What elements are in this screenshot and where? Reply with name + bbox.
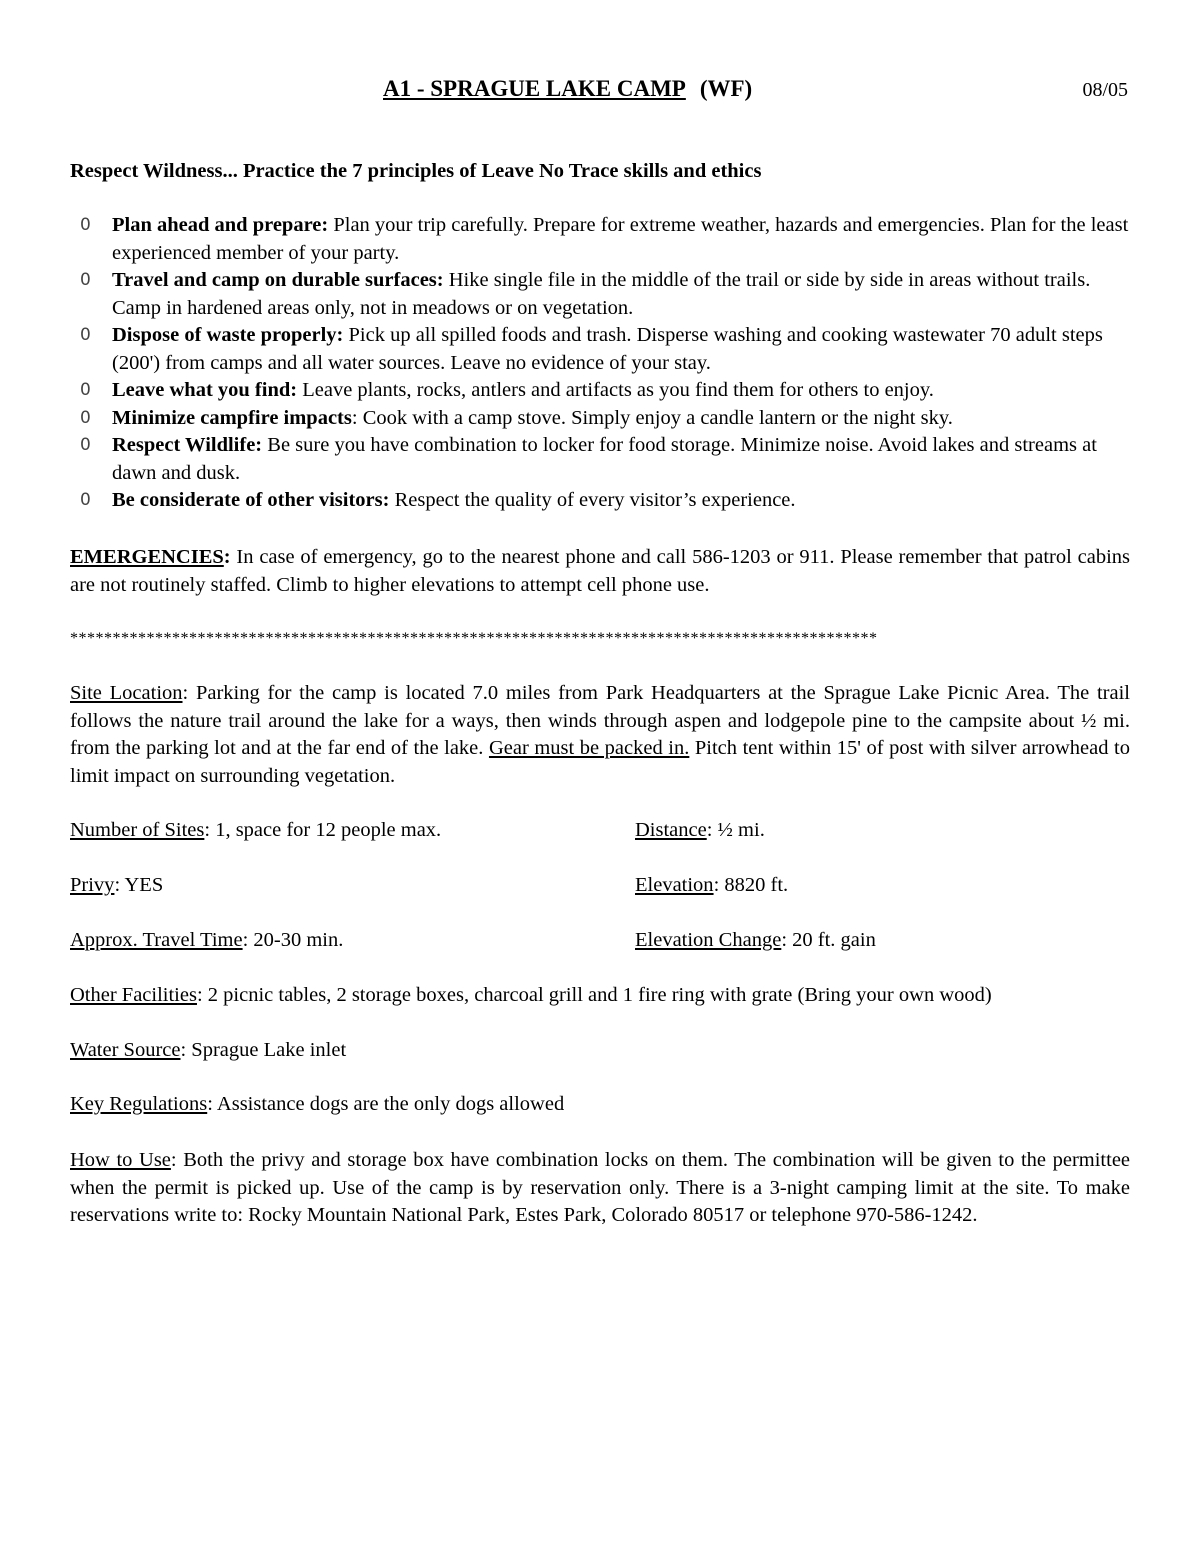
key-regulations <box>70 1091 1130 1119</box>
list-item <box>70 267 1130 322</box>
elevation-value: : 8820 ft. <box>713 874 789 896</box>
facts-row-2 <box>70 872 1130 900</box>
water-source-text: : Sprague Lake inlet <box>180 1039 347 1061</box>
title-text: A1 - SPRAGUE LAKE CAMP <box>383 76 686 101</box>
emergencies-colon: : <box>223 546 231 568</box>
principle-head: Plan ahead and prepare: <box>112 214 329 236</box>
principle-text: Hike single file in the middle of the trail or side by side in areas without trails. Camp in hardened areas only, not in meadows or on vegetation. <box>112 269 1091 319</box>
travel-time <box>70 927 343 955</box>
intro-heading: Respect Wildness... Practice the 7 principles of Leave No Trace skills and ethics <box>70 160 762 182</box>
facts-row-3 <box>70 927 1130 955</box>
water-source-label: Water Source <box>70 1039 181 1061</box>
principle-head: Minimize campfire impacts <box>112 406 352 429</box>
distance-label: Distance <box>635 819 707 841</box>
sites-label: Number of Sites <box>70 819 205 841</box>
list-item <box>70 487 1130 515</box>
emergencies-text: In case of emergency, go to the nearest phone and call 586-1203 or 911. Please remember that patrol cabins are not routinely staffed. Climb to higher elevations to attempt cell phone use. <box>70 546 1130 596</box>
bullet-icon: 0 <box>80 380 91 400</box>
elev-change-label: Elevation Change <box>635 929 782 951</box>
how-to-use-paragraph <box>70 1147 1130 1230</box>
section-separator: *********************************************************************************************** <box>70 630 878 647</box>
site-location-label: Site Location <box>70 682 183 704</box>
elevation-change <box>635 927 876 955</box>
list-item <box>70 405 1130 433</box>
water-source <box>70 1037 1130 1065</box>
privy <box>70 872 163 900</box>
how-to-use-text: : Both the privy and storage box have combination locks on them. The combination will be given to the permittee when the permit is picked up. Use of the camp is by reservation only. There is a 3-night camping limit at the site. To make reservations write to: Rocky Mountain National Park, Estes Park, Colorado 80517 or telephone 970-586-1242. <box>70 1149 1131 1226</box>
site-location-text-end: Pitch tent within 15' of post with silver arrowhead to limit impact on surrounding vegetation. <box>70 737 1130 787</box>
principle-text: Leave plants, rocks, antlers and artifacts as you find them for others to enjoy. <box>297 379 934 401</box>
travel-value: : 20-30 min. <box>242 929 344 951</box>
emergencies-paragraph <box>70 544 1130 599</box>
site-location-paragraph <box>70 680 1130 790</box>
principle-text: : Cook with a camp stove. Simply enjoy a candle lantern or the night sky. <box>351 406 953 429</box>
principle-text: Be sure you have combination to locker for food storage. Minimize noise. Avoid lakes and streams at dawn and dusk. <box>112 434 1097 484</box>
other-facilities <box>70 982 1130 1010</box>
list-item <box>70 432 1130 487</box>
elevation <box>635 872 788 900</box>
title-suffix: (WF) <box>699 76 753 101</box>
principle-head: Travel and camp on durable surfaces: <box>112 269 444 291</box>
header <box>0 75 1200 105</box>
bullet-icon: 0 <box>80 215 91 235</box>
privy-value: : YES <box>114 874 164 896</box>
bullet-icon: 0 <box>80 490 91 510</box>
principle-head: Be considerate of other visitors: <box>112 489 390 511</box>
list-item <box>70 377 1130 405</box>
emergencies-label: EMERGENCIES <box>70 546 224 568</box>
facts-row-1 <box>70 817 1130 845</box>
bullet-icon: 0 <box>80 270 91 290</box>
distance <box>635 817 765 845</box>
bullet-icon: 0 <box>80 325 91 345</box>
sites-value: : 1, space for 12 people max. <box>204 819 442 841</box>
document-date: 08/05 <box>1082 79 1128 101</box>
distance-value: : ½ mi. <box>706 819 765 841</box>
other-facilities-label: Other Facilities <box>70 984 197 1006</box>
principle-head: Respect Wildlife: <box>112 434 263 456</box>
principle-text: Plan your trip carefully. Prepare for extreme weather, hazards and emergencies. Plan for the least experienced member of your party. <box>112 214 1129 264</box>
principle-text: Pick up all spilled foods and trash. Disperse washing and cooking wastewater 70 adult steps (200') from camps and all water sources. Leave no evidence of your stay. <box>112 324 1103 374</box>
page-title <box>383 75 752 103</box>
gear-note: Gear must be packed in. <box>488 737 690 759</box>
bullet-icon: 0 <box>80 407 91 428</box>
list-item <box>70 212 1130 267</box>
other-facilities-text: : 2 picnic tables, 2 storage boxes, charcoal grill and 1 fire ring with grate (Bring your own wood) <box>196 984 992 1006</box>
bullet-icon: 0 <box>80 435 91 455</box>
elev-change-value: : 20 ft. gain <box>781 929 876 951</box>
travel-label: Approx. Travel Time <box>70 929 243 951</box>
principle-head: Dispose of waste properly: <box>112 324 344 346</box>
number-of-sites <box>70 817 441 845</box>
principles-list <box>70 212 1130 515</box>
principle-text: Respect the quality of every visitor’s experience. <box>389 489 796 511</box>
site-location-text: : Parking for the camp is located 7.0 miles from Park Headquarters at the Sprague Lake Picnic Area. The trail follows the nature trail around the lake for a ways, then winds through aspen and lodgepole pine to the campsite about ½ mi. from the parking lot and at the far end of the lake. <box>70 682 1130 759</box>
list-item <box>70 322 1130 377</box>
privy-label: Privy <box>70 874 115 896</box>
principle-head: Leave what you find: <box>112 379 298 401</box>
elevation-label: Elevation <box>635 874 714 896</box>
key-regulations-label: Key Regulations <box>70 1093 208 1115</box>
key-regulations-text: : Assistance dogs are the only dogs allowed <box>207 1093 565 1115</box>
how-to-use-label: How to Use <box>70 1149 171 1171</box>
